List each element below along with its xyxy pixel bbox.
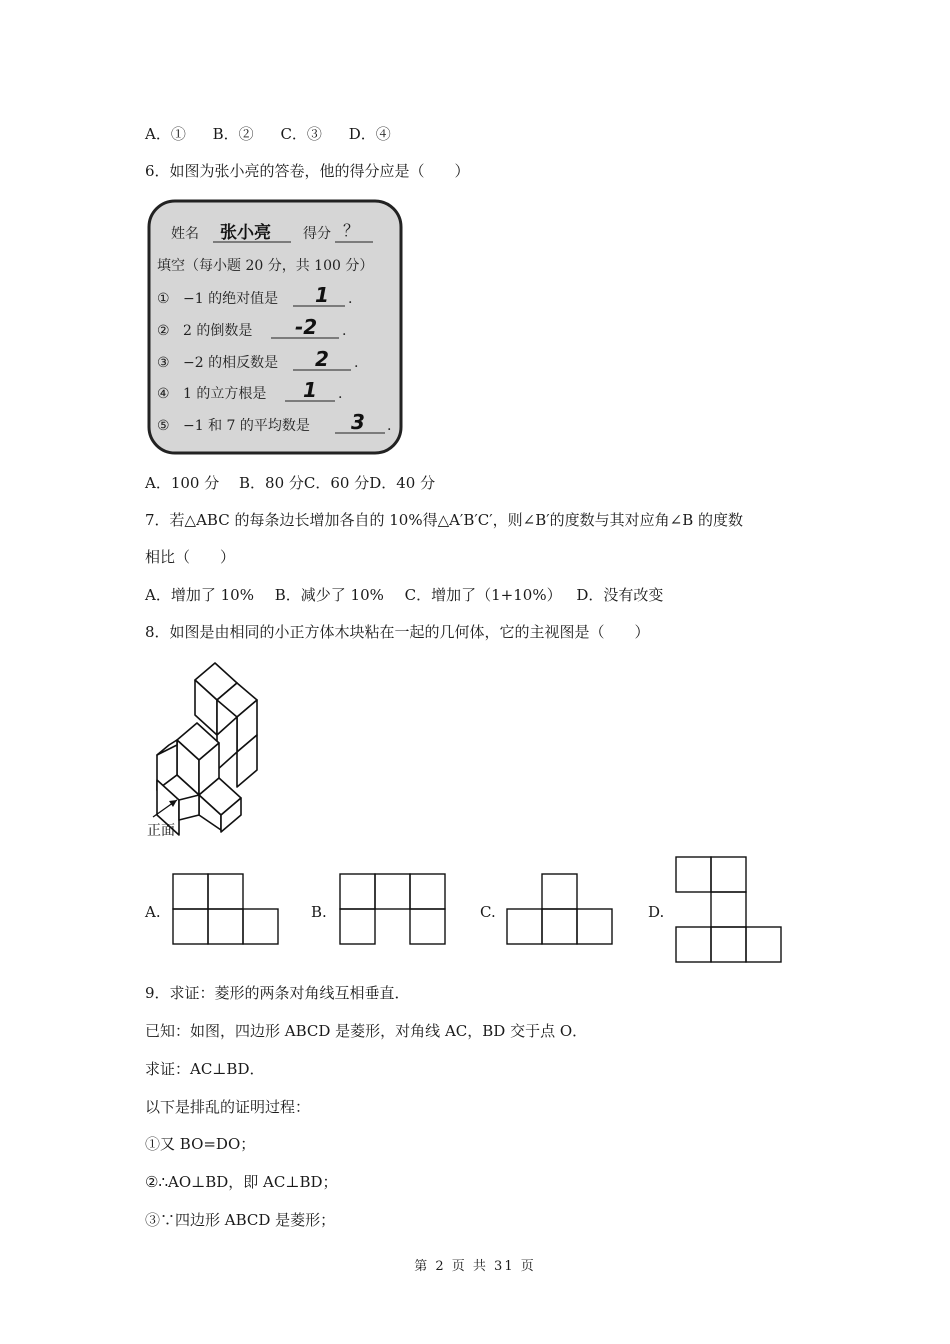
q8-option-d-figure[interactable] — [674, 855, 783, 964]
q8-option-c-figure[interactable] — [506, 873, 613, 946]
q7-stem: 7．若△ABC 的每条边长增加各自的 10%得△A′B′C′，则∠B′的度数与其对应角∠B 的度数 — [145, 511, 744, 529]
handwritten-answer-2: -2 — [295, 315, 318, 339]
q9-given: 已知：如图，四边形 ABCD 是菱形，对角线 AC，BD 交于点 O． — [145, 1022, 588, 1040]
handwritten-answer-5: 3 — [351, 410, 365, 434]
q8-option-c-label[interactable]: C. — [480, 903, 496, 921]
q8-stem: 8．如图是由相同的小正方体木块粘在一起的几何体，它的主视图是（ ） — [145, 623, 650, 641]
svg-text:1 的立方根是: 1 的立方根是 — [183, 386, 267, 402]
svg-text:①: ① — [157, 291, 170, 307]
name-value: 张小亮 — [220, 223, 271, 243]
card-instruction: 填空（每小题 20 分，共 100 分） — [157, 258, 374, 274]
svg-text:⑤: ⑤ — [157, 418, 170, 434]
q7-option-c[interactable]: C．增加了（1+10%） — [404, 586, 562, 604]
svg-text:.: . — [387, 418, 392, 434]
svg-text:−1 的绝对值是: −1 的绝对值是 — [183, 291, 279, 307]
handwritten-answer-1: 1 — [315, 283, 329, 307]
q8-option-d-label[interactable]: D. — [648, 903, 665, 921]
svg-text:.: . — [342, 323, 347, 339]
q9-prove: 求证：AC⊥BD． — [145, 1060, 265, 1078]
handwritten-answer-4: 1 — [303, 378, 317, 402]
q7-option-b[interactable]: B．减少了 10% — [274, 586, 384, 604]
name-label: 姓名 — [171, 226, 199, 242]
q8-option-b-label[interactable]: B. — [311, 903, 327, 921]
q7-stem-cont: 相比（ ） — [145, 548, 236, 566]
svg-text:2 的倒数是: 2 的倒数是 — [183, 323, 253, 339]
q5-option-c[interactable]: C．③ — [280, 125, 322, 143]
q5-option-a[interactable]: A．① — [145, 125, 186, 143]
q8-option-b-figure[interactable] — [339, 873, 446, 946]
svg-text:−1 和 7 的平均数是: −1 和 7 的平均数是 — [183, 418, 310, 434]
svg-text:.: . — [338, 386, 343, 402]
q6-stem: 6．如图为张小亮的答卷，他的得分应是（ ） — [145, 162, 470, 180]
q9-step-1: ①又 BO=DO； — [145, 1135, 256, 1153]
score-value: ？ — [343, 221, 360, 240]
svg-text:②: ② — [157, 323, 170, 339]
svg-text:③: ③ — [157, 355, 170, 371]
q8-option-a-label[interactable]: A. — [145, 903, 161, 921]
q7-options — [145, 585, 663, 605]
svg-text:④: ④ — [157, 386, 170, 402]
score-label: 得分 — [303, 226, 331, 242]
q5-option-b[interactable]: B．② — [212, 125, 254, 143]
q9-step-3: ③∵四边形 ABCD 是菱形； — [145, 1211, 336, 1229]
svg-text:.: . — [354, 355, 359, 371]
q9-proof-intro: 以下是排乱的证明过程： — [145, 1098, 311, 1116]
svg-text:−2 的相反数是: −2 的相反数是 — [183, 355, 279, 371]
handwritten-answer-3: 2 — [315, 347, 329, 371]
q5-option-d[interactable]: D．④ — [348, 125, 391, 143]
q5-options — [145, 124, 391, 144]
front-label: 正面 — [147, 823, 175, 839]
q6-options[interactable]: A．100 分 B．80 分C．60 分D．40 分 — [145, 474, 436, 492]
q9-stem: 9．求证：菱形的两条对角线互相垂直． — [145, 984, 410, 1002]
cube-solid-figure — [145, 655, 275, 840]
q8-option-a-figure[interactable] — [172, 873, 279, 946]
q7-option-d[interactable]: D．没有改变 — [576, 586, 664, 604]
q7-option-a[interactable]: A．增加了 10% — [145, 586, 254, 604]
q9-step-2: ②∴AO⊥BD，即 AC⊥BD； — [145, 1173, 338, 1191]
page-footer: 第 2 页 共 31 页 — [414, 1259, 536, 1274]
svg-text:.: . — [348, 291, 353, 307]
answer-card-figure — [145, 198, 405, 456]
